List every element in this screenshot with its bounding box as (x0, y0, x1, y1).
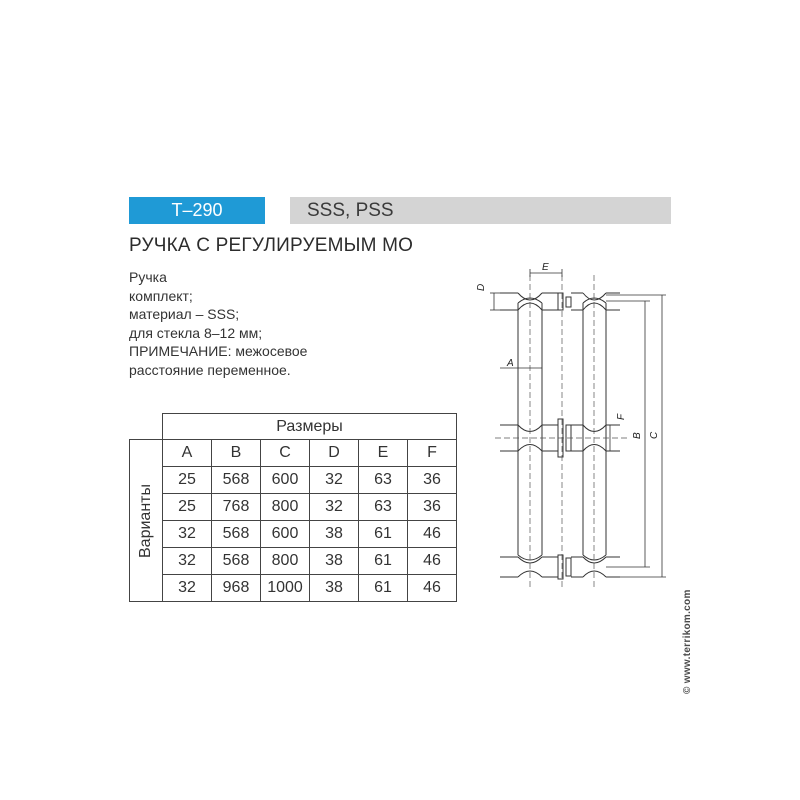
dimension-label-e: E (542, 262, 549, 273)
table-row (130, 467, 457, 494)
table-cell: 1000 (261, 575, 310, 602)
table-corner (130, 414, 163, 440)
table-cell: 61 (359, 521, 408, 548)
column-header-f: F (408, 440, 457, 467)
table-cell: 36 (408, 467, 457, 494)
table-caption: Размеры (163, 414, 457, 440)
table-row (130, 494, 457, 521)
table-cell: 38 (310, 548, 359, 575)
table-cell: 36 (408, 494, 457, 521)
table-cell: 61 (359, 548, 408, 575)
table-cell: 32 (163, 575, 212, 602)
table-cell: 800 (261, 494, 310, 521)
table-cell: 32 (163, 548, 212, 575)
table-cell: 46 (408, 521, 457, 548)
column-header-a: A (163, 440, 212, 467)
material-bar: SSS, PSS (290, 197, 671, 224)
table-cell: 61 (359, 575, 408, 602)
variants-header (130, 440, 163, 602)
table-cell: 568 (212, 548, 261, 575)
table-cell: 63 (359, 467, 408, 494)
table-cell: 46 (408, 575, 457, 602)
table-cell: 600 (261, 467, 310, 494)
column-header-e: E (359, 440, 408, 467)
table-cell: 968 (212, 575, 261, 602)
table-cell: 568 (212, 521, 261, 548)
column-header-c: C (261, 440, 310, 467)
watermark: © www.terrikom.com (682, 589, 693, 694)
table-cell: 38 (310, 521, 359, 548)
handle-technical-drawing (470, 255, 680, 605)
dimension-label-b: B (632, 432, 643, 439)
table-cell: 32 (310, 494, 359, 521)
dimension-label-c: C (649, 431, 660, 439)
dimension-label-d: D (476, 283, 487, 291)
table-cell: 32 (163, 521, 212, 548)
table-row (130, 521, 457, 548)
column-header-b: B (212, 440, 261, 467)
table-row (130, 575, 457, 602)
description-line: ПРИМЕЧАНИЕ: межосевое (129, 343, 308, 359)
sizes-table (129, 413, 457, 602)
table-cell: 568 (212, 467, 261, 494)
model-badge: T–290 (129, 197, 265, 224)
table-cell: 25 (163, 467, 212, 494)
table-cell: 46 (408, 548, 457, 575)
table-cell: 768 (212, 494, 261, 521)
table-row (130, 548, 457, 575)
table-cell: 600 (261, 521, 310, 548)
table-cell: 63 (359, 494, 408, 521)
variants-label: Варианты (137, 483, 154, 558)
description (129, 268, 307, 379)
product-title: РУЧКА С РЕГУЛИРУЕМЫМ МО (129, 235, 414, 256)
column-header-d: D (310, 440, 359, 467)
dimension-label-a: A (507, 358, 514, 369)
description-line: Ручка (129, 269, 167, 285)
table-cell: 25 (163, 494, 212, 521)
dimension-label-f: F (616, 413, 627, 420)
description-line: расстояние переменное. (129, 361, 291, 378)
table-cell: 800 (261, 548, 310, 575)
table-cell: 32 (310, 467, 359, 494)
description-line: материал – SSS; (129, 306, 240, 322)
description-line: для стекла 8–12 мм; (129, 324, 263, 341)
table-cell: 38 (310, 575, 359, 602)
description-line: комплект; (129, 287, 193, 304)
